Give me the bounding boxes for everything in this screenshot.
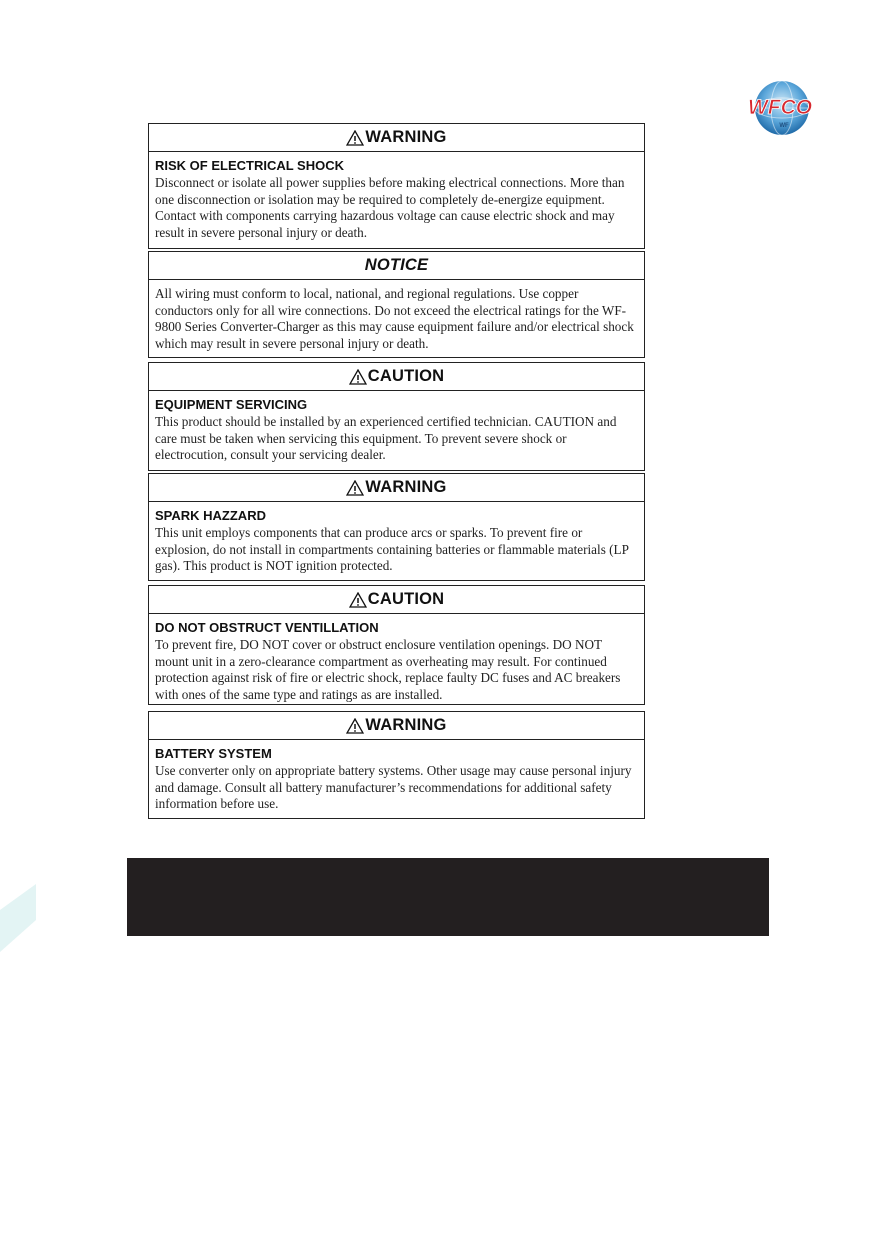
box-header-label: CAUTION [367, 367, 445, 385]
warning-triangle-icon [346, 718, 364, 734]
box-header-label: WARNING [365, 128, 447, 146]
wfco-logo [740, 76, 816, 140]
logo-text: WFCO [747, 96, 813, 119]
warning-triangle-icon [346, 130, 364, 146]
box-subtitle: RISK OF ELECTRICAL SHOCK [155, 158, 344, 173]
decorative-stripe [0, 880, 40, 960]
footer-black-bar [127, 858, 769, 936]
warning-box-electrical-shock [148, 123, 645, 249]
warning-triangle-icon [349, 369, 367, 385]
logo-subtext: WF [779, 123, 789, 129]
box-text: Disconnect or isolate all power supplies before making electrical connections. More than one disconnection or isolation may be required to completely de-energize equipment. Contact with components carrying hazardous voltage can cause electric shock and may result in severe personal injury or death. [155, 175, 625, 240]
caution-box-equipment-servicing [148, 362, 645, 471]
box-subtitle: SPARK HAZZARD [155, 508, 266, 523]
box-header [149, 124, 644, 152]
box-header-label: WARNING [365, 478, 447, 496]
box-text: All wiring must conform to local, national, and regional regulations. Use copper conductors only for all wire connections. Do not exceed the electrical ratings for the WF-9800 Series Converter-Charger as this may cause equipment failure and/or electrical shock which may result in severe personal injury or death. [155, 286, 634, 351]
box-header [149, 363, 644, 391]
box-text: Use converter only on appropriate battery systems. Other usage may cause personal injury and damage. Consult all battery manufacturer’s recommendations for additional safety information before use. [155, 763, 632, 811]
box-text: To prevent fire, DO NOT cover or obstruct enclosure ventilation openings. DO NOT mount unit in a zero-clearance compartment as overheating may result. For continued protection against risk of fire or electric shock, replace faulty DC fuses and AC breakers with ones of the same type and ratings as are installed. [155, 637, 621, 702]
box-header-label: WARNING [365, 716, 447, 734]
box-text: This unit employs components that can produce arcs or sparks. To prevent fire or explosion, do not install in compartments containing batteries or flammable materials (LP gas). This product is NOT ignition protected. [155, 525, 629, 573]
box-header-label: CAUTION [367, 590, 445, 608]
box-header-label: NOTICE [364, 256, 429, 274]
box-subtitle: EQUIPMENT SERVICING [155, 397, 308, 412]
box-header [149, 712, 644, 740]
notice-box-wiring [148, 251, 645, 358]
warning-triangle-icon [346, 480, 364, 496]
box-header [149, 252, 644, 280]
box-text: This product should be installed by an experienced certified technician. CAUTION and care must be taken when servicing this equipment. To prevent severe shock or electrocution, consult your servicing dealer. [155, 414, 617, 462]
warning-box-battery-system [148, 711, 645, 819]
box-subtitle: BATTERY SYSTEM [155, 746, 272, 761]
box-header [149, 586, 644, 614]
box-header [149, 474, 644, 502]
warning-triangle-icon [349, 592, 367, 608]
warning-box-spark-hazzard [148, 473, 645, 581]
caution-box-ventillation [148, 585, 645, 705]
box-subtitle: DO NOT OBSTRUCT VENTILLATION [155, 620, 379, 635]
